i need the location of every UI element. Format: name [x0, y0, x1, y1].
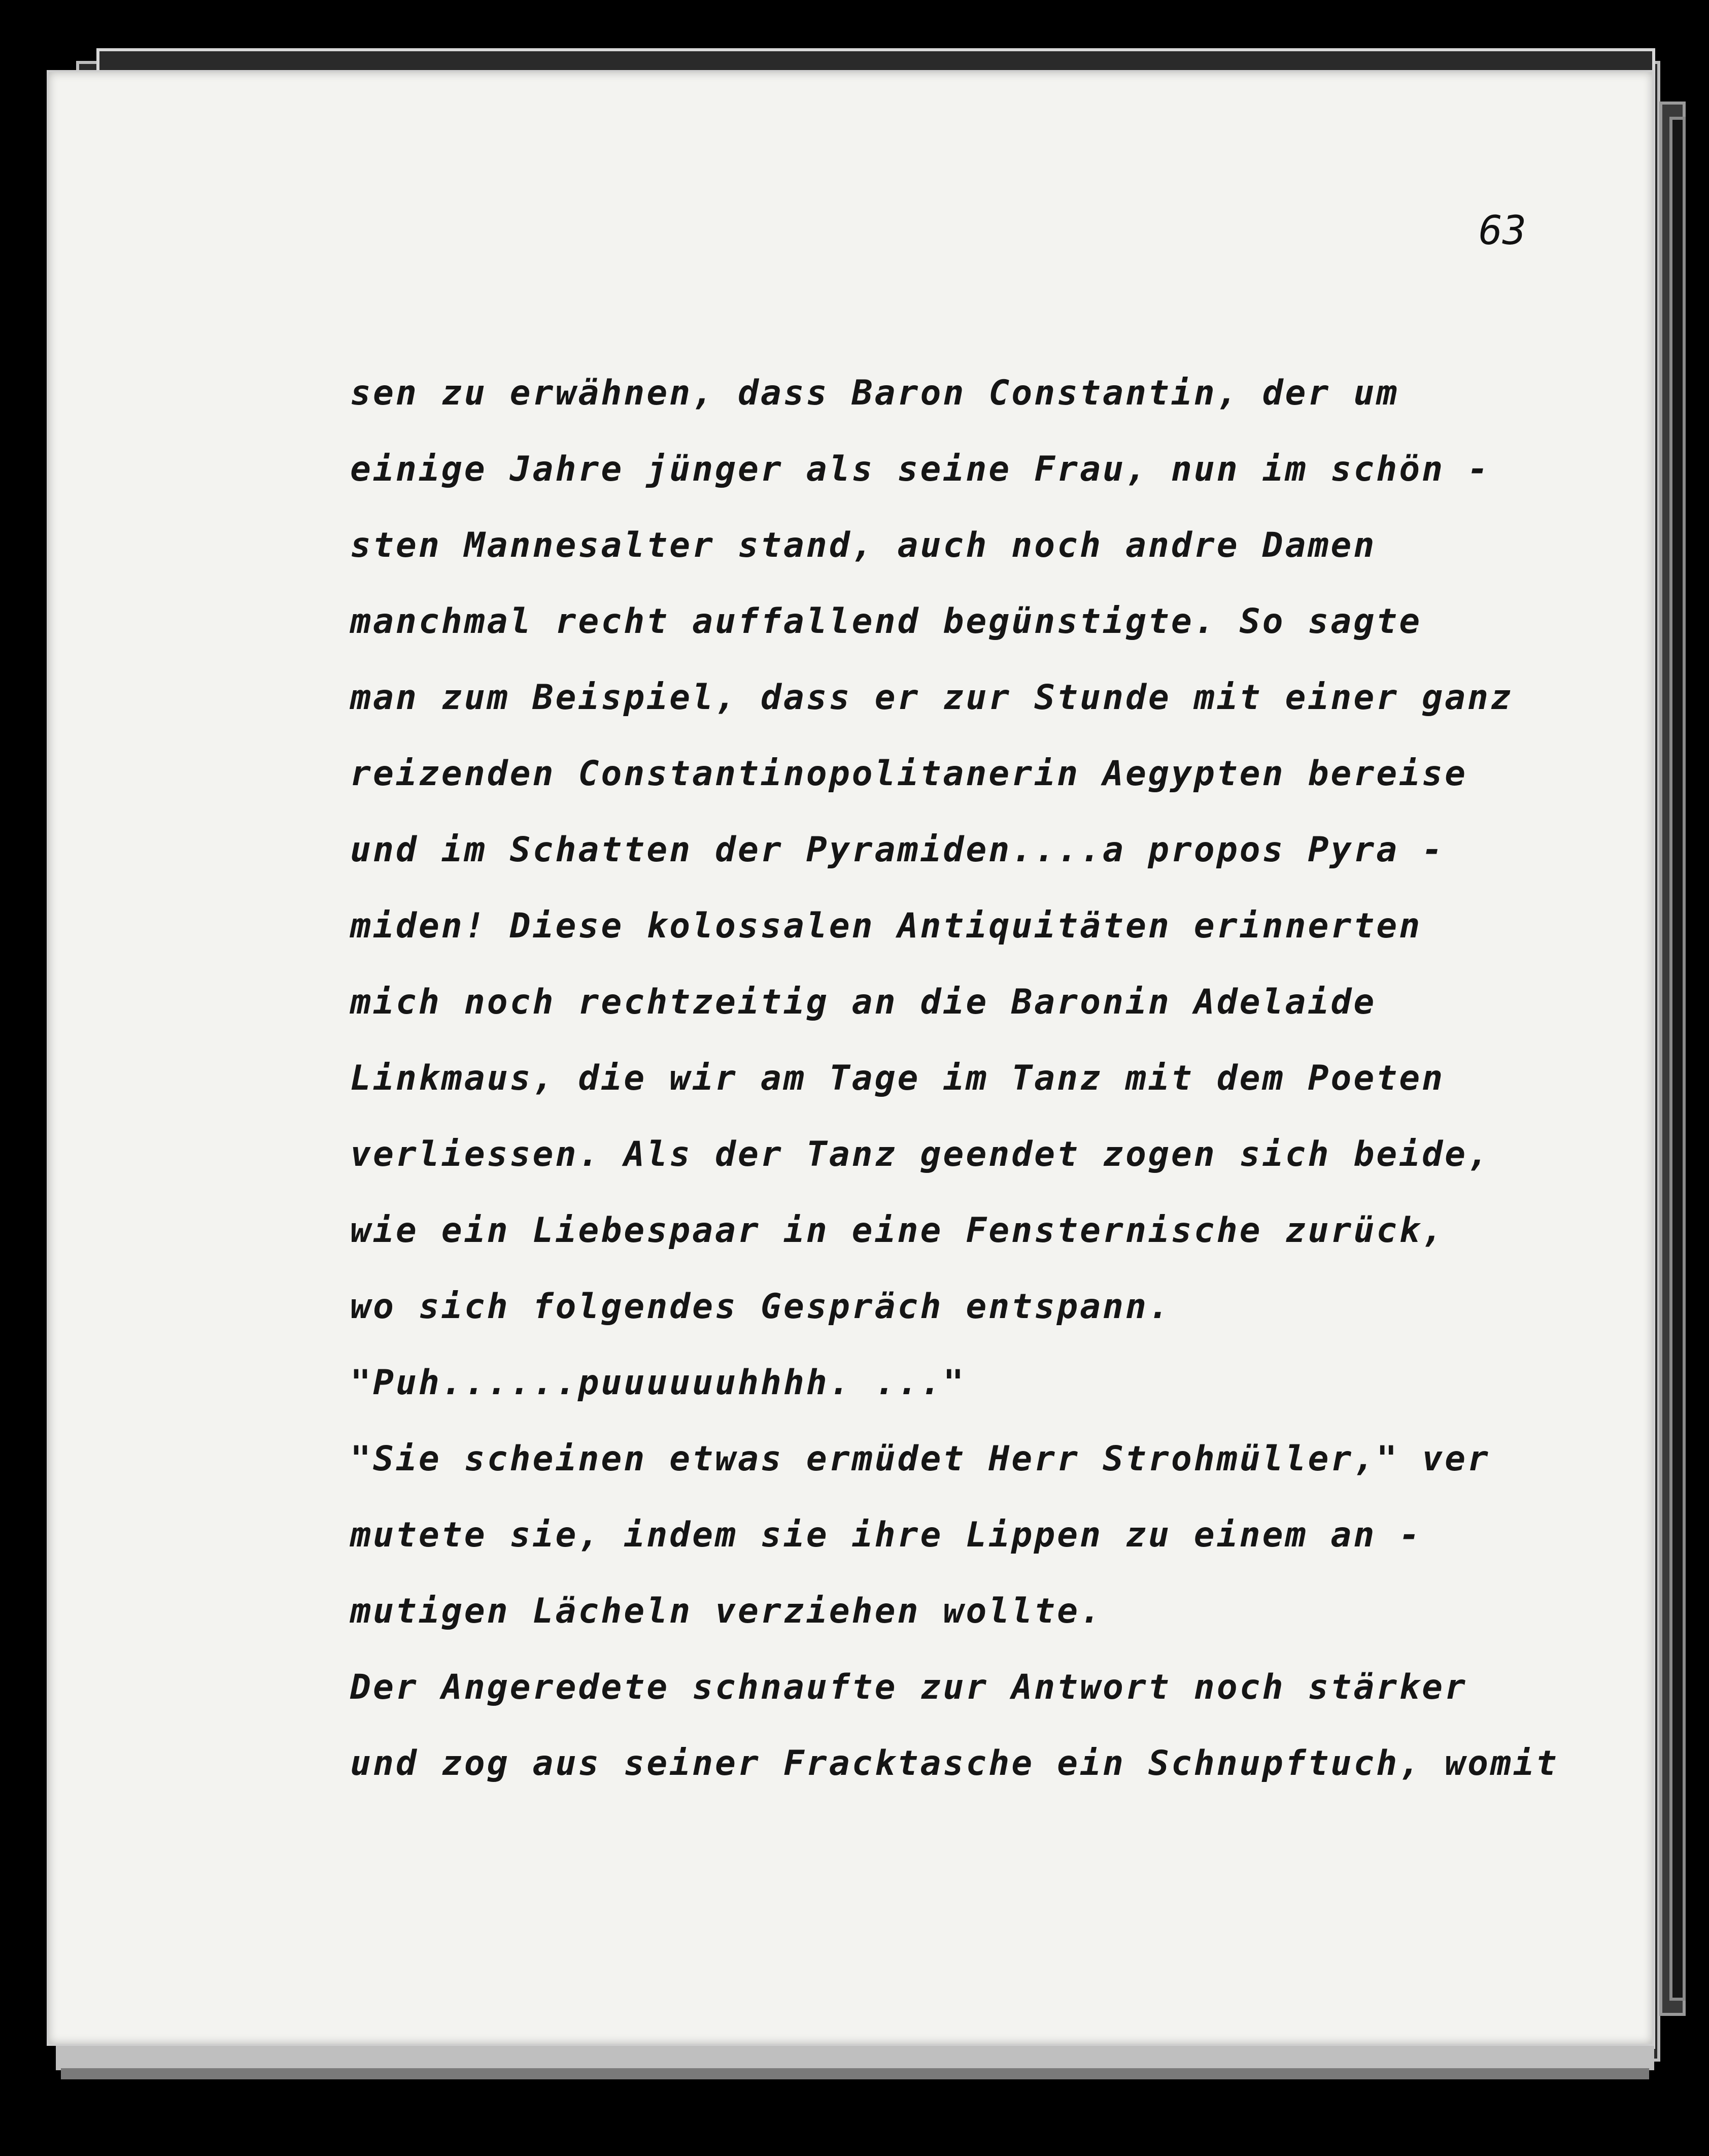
typewritten-text	[350, 355, 1578, 1802]
page-stack-bottom-shadow	[61, 2068, 1649, 2079]
text-line: und zog aus seiner Fracktasche ein Schnupftuch, womit	[350, 1743, 1559, 1783]
text-line: "Puh......puuuuuuhhhh. ..."	[350, 1363, 966, 1403]
text-line: Der Angeredete schnaufte zur Antwort noch stärker	[350, 1667, 1468, 1707]
text-line: verliessen. Als der Tanz geendet zogen sich beide,	[350, 1134, 1490, 1174]
page-number: 63	[1479, 208, 1526, 254]
text-line: wie ein Liebespaar in eine Fensternische zurück,	[350, 1210, 1445, 1251]
text-line: mutete sie, indem sie ihre Lippen zu einem an -	[350, 1515, 1422, 1555]
text-line: "Sie scheinen etwas ermüdet Herr Strohmüller," ver	[350, 1439, 1490, 1479]
text-line: wo sich folgendes Gespräch entspann.	[350, 1287, 1171, 1327]
text-line: reizenden Constantinopolitanerin Aegypten bereise	[350, 754, 1468, 794]
text-line: einige Jahre jünger als seine Frau, nun im schön -	[350, 449, 1490, 489]
page-stack-edge	[1669, 117, 1686, 2001]
text-line: miden! Diese kolossalen Antiquitäten erinnerten	[350, 906, 1422, 946]
text-line: sten Mannesalter stand, auch noch andre Damen	[350, 525, 1377, 565]
text-line: Linkmaus, die wir am Tage im Tanz mit dem Poeten	[350, 1058, 1445, 1098]
text-line: mich noch rechtzeitig an die Baronin Adelaide	[350, 982, 1377, 1022]
text-line: mutigen Lächeln verziehen wollte.	[350, 1591, 1103, 1631]
text-line: sen zu erwähnen, dass Baron Constantin, der um	[350, 373, 1399, 413]
text-line: manchmal recht auffallend begünstigte. So sagte	[350, 601, 1422, 642]
text-line: und im Schatten der Pyramiden....a propos Pyra -	[350, 830, 1445, 870]
text-line: man zum Beispiel, dass er zur Stunde mit einer ganz	[350, 678, 1513, 718]
